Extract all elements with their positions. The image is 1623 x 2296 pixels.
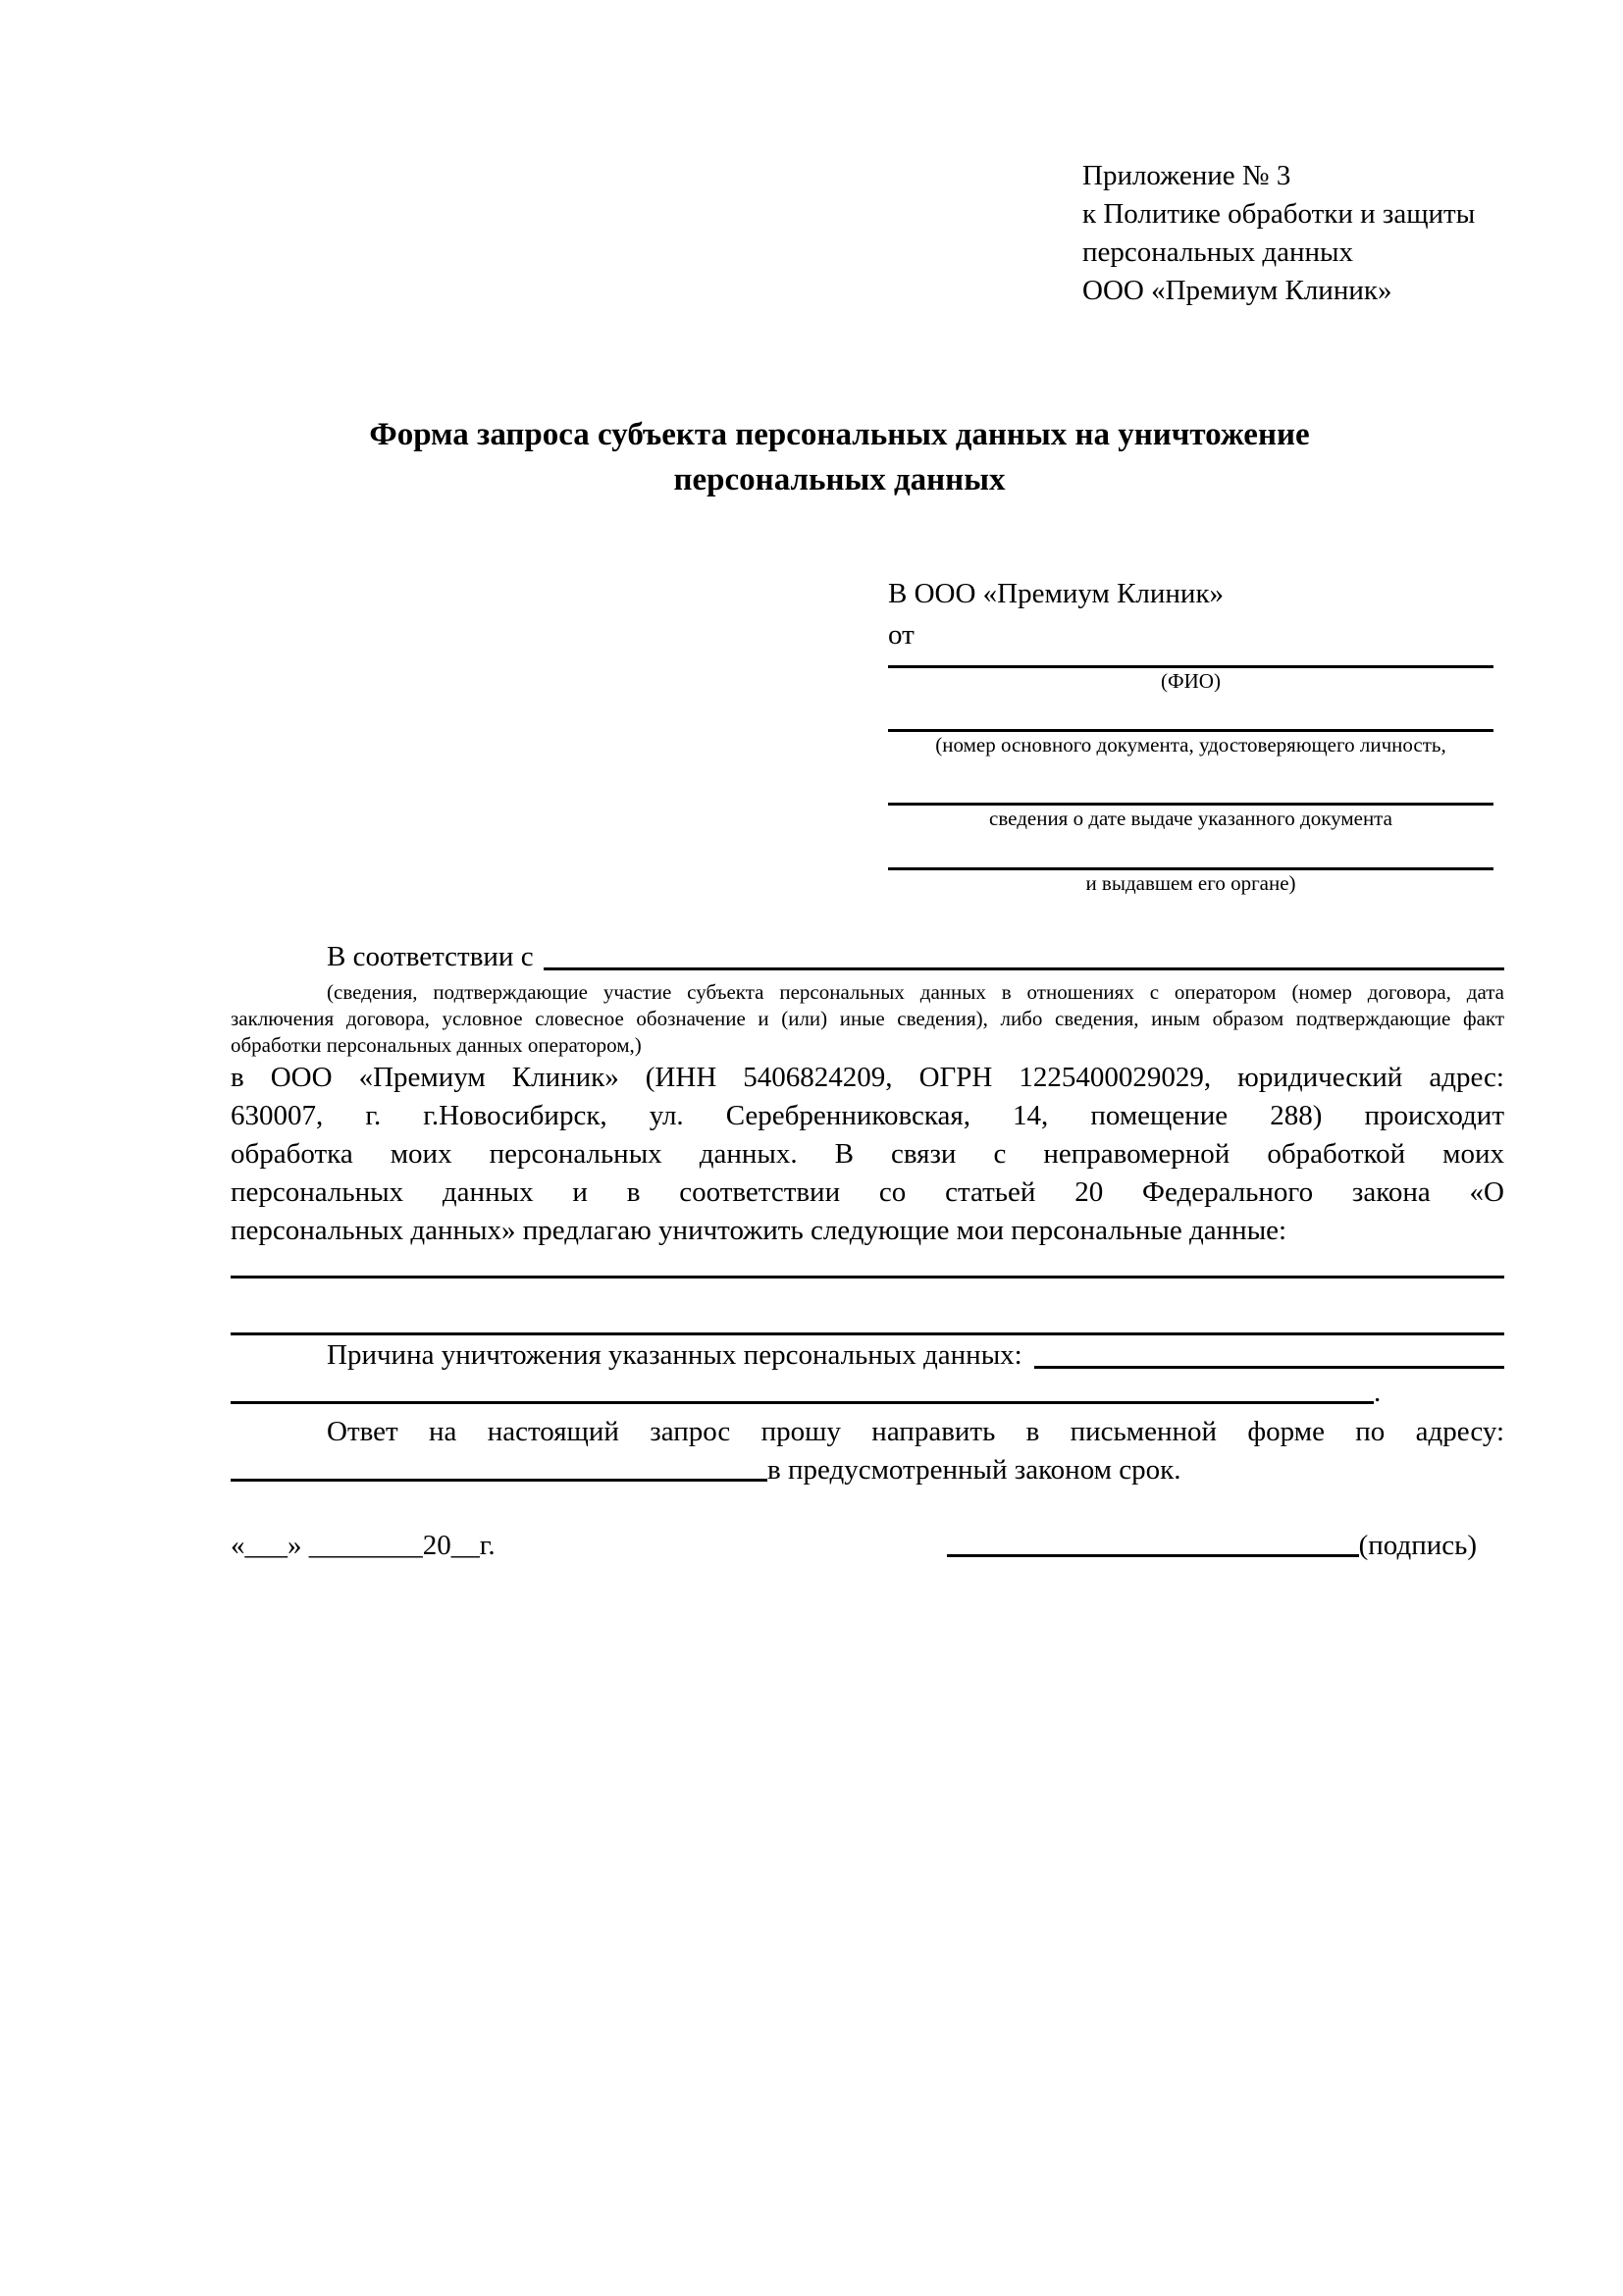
blank-line-accordance <box>544 938 1504 970</box>
main-paragraph <box>231 1059 1504 1250</box>
blank-line-reason-2 <box>231 1374 1374 1404</box>
paragraph-line: обработка моих персональных данных. В связи с неправомерной обработкой моих <box>231 1138 1504 1170</box>
addressee-to: В ООО «Премиум Клиник» <box>888 578 1225 609</box>
caption-doc-issuer: и выдавшем его органе) <box>1085 871 1296 895</box>
caption-doc-number: (номер основного документа, удостоверяющего личность, <box>935 733 1446 757</box>
blank-line-reason-1 <box>1034 1336 1504 1369</box>
accordance-label: В соответствии с <box>327 941 534 972</box>
fine-print <box>231 979 1504 1059</box>
page-title <box>175 412 1504 502</box>
answer-line-2-suffix: в предусмотренный законом срок. <box>767 1454 1181 1486</box>
reason-row <box>231 1336 1504 1375</box>
footer-row <box>231 1527 1504 1565</box>
fine-print-line: заключения договора, условное словесное обозначение и (или) иные сведения), либо сведения, иным образом подтверждающие факт <box>231 1007 1504 1030</box>
caption-fio: (ФИО) <box>1161 669 1221 693</box>
paragraph-line: персональных данных» предлагаю уничтожить следующие мои персональные данные: <box>231 1215 1287 1246</box>
blank-line-doc-issuer <box>888 831 1493 870</box>
page-title-line-2: персональных данных <box>673 462 1006 497</box>
appendix-header <box>1082 157 1475 310</box>
caption-doc-date: сведения о дате выдаче указанного документа <box>989 807 1392 830</box>
fine-print-line: обработки персональных данных оператором,) <box>231 1033 642 1057</box>
addressee-from: от <box>888 619 915 651</box>
date-line: «___» ________20__г. <box>231 1530 496 1561</box>
blank-line-doc-number <box>888 694 1493 732</box>
blank-line-data-2 <box>231 1278 1504 1335</box>
blank-line-fio <box>888 655 1493 668</box>
accordance-row <box>231 938 1504 976</box>
answer-line-1: Ответ на настоящий запрос прошу направить в письменной форме по адресу: <box>327 1416 1504 1447</box>
signature-caption: (подпись) <box>1358 1530 1477 1561</box>
reason-label: Причина уничтожения указанных персональных данных: <box>327 1339 1022 1371</box>
blank-line-signature <box>947 1527 1359 1557</box>
appendix-header-line: ООО «Премиум Клиник» <box>1082 275 1392 306</box>
signature-group <box>947 1527 1504 1565</box>
addressee-block <box>888 573 1493 896</box>
paragraph-line: 630007, г. г.Новосибирск, ул. Серебренниковская, 14, помещение 288) происходит <box>231 1100 1504 1131</box>
blank-line-address <box>231 1451 767 1482</box>
paragraph-line: в ООО «Премиум Клиник» (ИНН 5406824209, ОГРН 1225400029029, юридический адрес: <box>231 1062 1504 1093</box>
appendix-header-line: Приложение № 3 <box>1082 160 1291 191</box>
blank-line-doc-date <box>888 757 1493 806</box>
reason-continuation-row <box>231 1374 1504 1412</box>
appendix-header-line: к Политике обработки и защиты <box>1082 198 1476 230</box>
paragraph-line: персональных данных и в соответствии со статьей 20 Федерального закона «О <box>231 1176 1504 1208</box>
period-text: . <box>1374 1377 1382 1408</box>
page-title-line-1: Форма запроса субъекта персональных данных на уничтожение <box>369 417 1310 452</box>
fine-print-line: (сведения, подтверждающие участие субъекта персональных данных в отношениях с оператором (номер договора, дата <box>327 980 1504 1004</box>
answer-row-2 <box>231 1451 1504 1489</box>
appendix-header-line: персональных данных <box>1082 236 1354 268</box>
blank-line-data-1 <box>231 1234 1504 1278</box>
